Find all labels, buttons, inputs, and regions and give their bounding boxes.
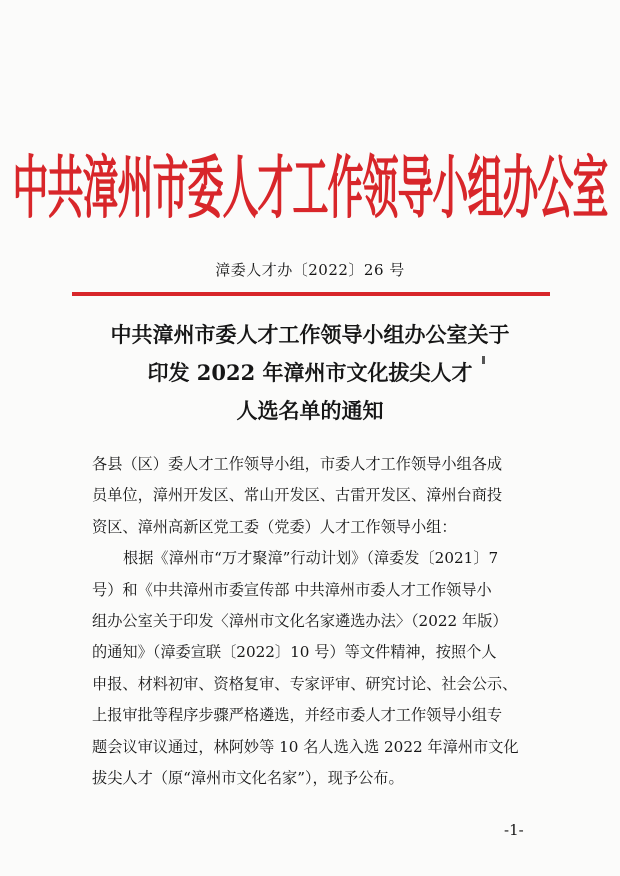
body-line: 上报审批等程序步骤严格遴选，并经市委人才工作领导小组专 [92,706,503,725]
addressee-paragraph [92,449,562,543]
title-line: 印发 2022 年漳州市文化拔尖人才 [147,360,473,385]
body-line: 根据《漳州市“万才聚漳”行动计划》（漳委发〔2021〕7 [123,549,499,568]
document-number: 漳委人才办〔2022〕26 号 [215,261,405,279]
main-paragraph [92,543,562,794]
body-line: 的通知》（漳委宣联〔2022〕10 号）等文件精神，按照个人 [92,643,497,662]
body-line: 题会议审议通过，林阿妙等 10 名人选入选 2022 年漳州市文化 [92,737,519,756]
red-divider-line [72,292,550,296]
masthead-org-name: 中共漳州市委人才工作领导小组办公室 [12,149,608,228]
body-line: 各县（区）委人才工作领导小组，市委人才工作领导小组各成 [92,455,503,473]
body-line: 申报、材料初审、资格复审、专家评审、研究讨论、社会公示、 [92,674,518,693]
notice-body [92,449,562,794]
notice-title [70,316,550,430]
body-line: 资区、漳州高新区党工委（党委）人才工作领导小组： [92,517,457,536]
body-line: 拔尖人才（原“漳州市文化名家”），现予公布。 [92,768,404,787]
scan-artifact [482,356,485,364]
body-line: 组办公室关于印发〈漳州市文化名家遴选办法〉（2022 年版） [92,611,508,630]
body-line: 员单位，漳州开发区、常山开发区、古雷开发区、漳州台商投 [92,486,503,505]
page-number: -1- [504,821,524,839]
body-line: 号）和《中共漳州市委宣传部 中共漳州市委人才工作领导小 [92,580,492,599]
title-line: 中共漳州市委人才工作领导小组办公室关于 [110,322,510,347]
title-line: 人选名单的通知 [236,398,384,423]
